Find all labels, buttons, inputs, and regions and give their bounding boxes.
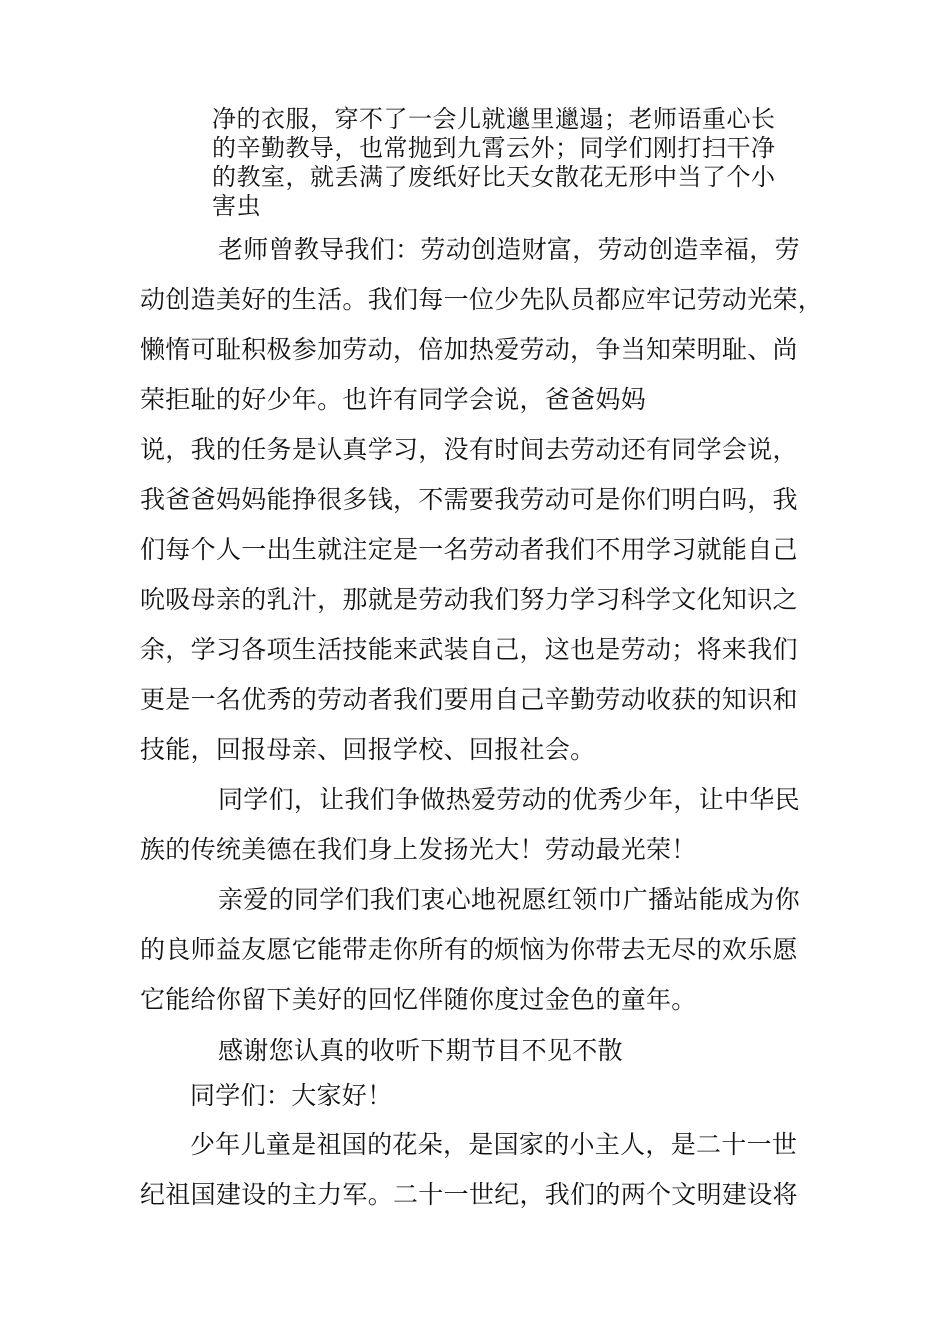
text-line: 荣拒耻的好少年。也许有同学会说，爸爸妈妈 [140,385,647,414]
text-line: 懒惰可耻积极参加劳动，倍加热爱劳动，争当知荣明耻、尚 [140,335,798,364]
text-line: 感谢您认真的收听下期节目不见不散 [218,1036,623,1065]
text-line: 们每个人一出生就注定是一名劳动者我们不用学习就能自己 [140,535,798,564]
text-line: 害虫 [212,192,261,220]
text-line: 的良师益友愿它能带走你所有的烦恼为你带去无尽的欢乐愿 [140,935,798,964]
text-line: 技能，回报母亲、回报学校、回报社会。 [140,735,596,764]
text-line: 的辛勤教导，也常抛到九霄云外；同学们刚打扫干净 [212,134,776,162]
text-line: 亲爱的同学们我们衷心地祝愿红领巾广播站能成为你 [218,885,800,914]
text-line: 更是一名优秀的劳动者我们要用自己辛勤劳动收获的知识和 [140,685,798,714]
text-line: 同学们：大家好！ [190,1081,393,1110]
text-line: 净的衣服，穿不了一会儿就邋里邋遢；老师语重心长 [212,105,776,133]
text-line: 余，学习各项生活技能来武装自己，这也是劳动；将来我们 [140,635,798,664]
text-line: 少年儿童是祖国的花朵，是国家的小主人，是二十一世 [190,1130,798,1159]
text-line: 纪祖国建设的主力军。二十一世纪，我们的两个文明建设将 [140,1180,798,1209]
text-line: 同学们，让我们争做热爱劳动的优秀少年，让中华民 [218,785,800,814]
text-line: 老师曾教导我们：劳动创造财富，劳动创造幸福，劳 [218,235,800,264]
text-line: 它能给你留下美好的回忆伴随你度过金色的童年。 [140,985,697,1014]
text-line: 吮吸母亲的乳汁，那就是劳动我们努力学习科学文化知识之 [140,585,798,614]
text-line: 说，我的任务是认真学习，没有时间去劳动还有同学会说， [140,435,798,464]
text-line: 族的传统美德在我们身上发扬光大！劳动最光荣！ [140,835,697,864]
text-line: 我爸爸妈妈能挣很多钱，不需要我劳动可是你们明白吗，我 [140,485,798,514]
text-line: 的教室，就丢满了废纸好比天女散花无形中当了个小 [212,163,776,191]
text-line: 动创造美好的生活。我们每一位少先队员都应牢记劳动光荣， [140,285,824,314]
